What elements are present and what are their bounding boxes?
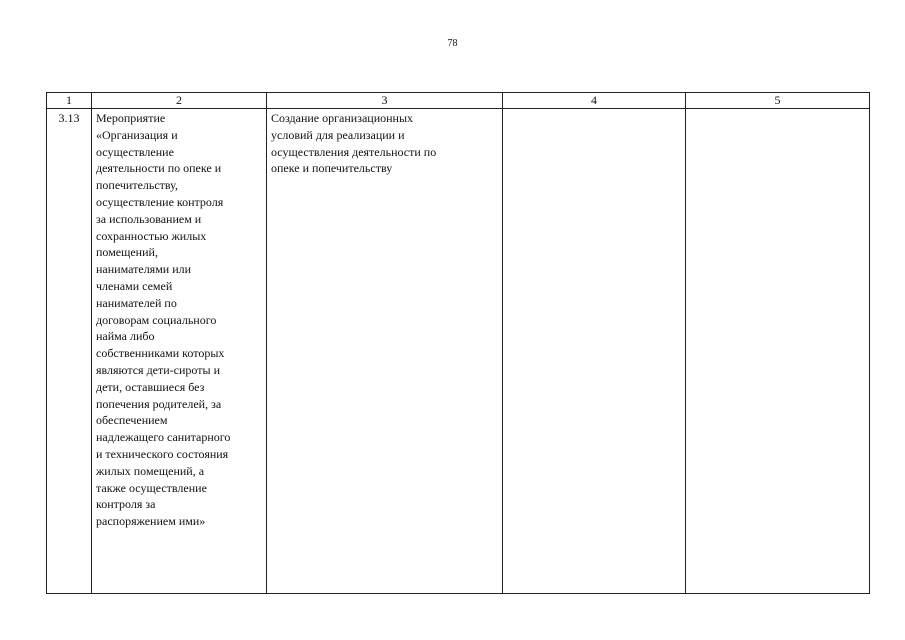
column-header-2: 2 xyxy=(92,93,267,109)
column-header-4: 4 xyxy=(503,93,686,109)
goal-cell: Создание организационных условий для реализации и осуществления деятельности по опеке и попечительству xyxy=(267,109,503,594)
activity-cell: Мероприятие «Организация и осуществление деятельности по опеке и попечительству, осуществление контроля за использованием и сохранностью жилых помещений, нанимателями или членами семей нанимателей по договорам социального найма либо собственниками которых являются дети-сироты и дети, оставшиеся без попечения родителей, за обеспечением надлежащего санитарного и технического состояния жилых помещений, а также осуществление контроля за распоряжением ими» xyxy=(92,109,267,594)
column-header-5: 5 xyxy=(686,93,870,109)
page-number: 78 xyxy=(447,38,458,49)
column-5-cell xyxy=(686,109,870,594)
row-number-cell: 3.13 xyxy=(47,109,92,594)
program-table xyxy=(46,92,870,594)
column-4-cell xyxy=(503,109,686,594)
column-header-3: 3 xyxy=(267,93,503,109)
column-header-1: 1 xyxy=(47,93,92,109)
table-header-row xyxy=(47,93,870,109)
table-row xyxy=(47,109,870,594)
